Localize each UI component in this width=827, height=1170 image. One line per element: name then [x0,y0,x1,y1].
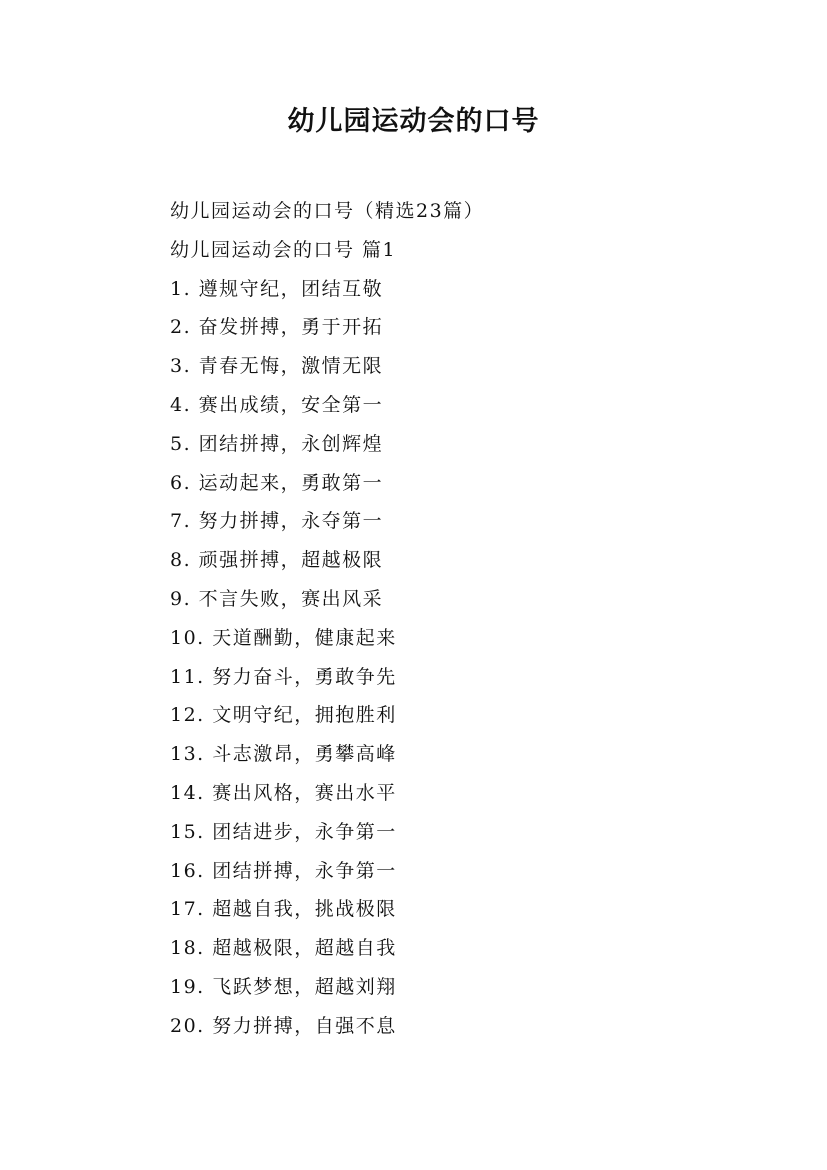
slogan-item: 8. 顽强拼搏，超越极限 [170,549,384,572]
slogan-item: 17. 超越自我，挑战极限 [170,898,397,921]
slogan-item: 13. 斗志激昂，勇攀高峰 [170,743,397,766]
slogan-item: 4. 赛出成绩，安全第一 [170,393,384,416]
slogan-item: 19. 飞跃梦想，超越刘翔 [170,975,397,998]
slogan-item: 9. 不言失败，赛出风采 [170,587,384,610]
slogan-item: 16. 团结拼搏，永争第一 [170,859,397,882]
slogan-item: 20. 努力拼搏，自强不息 [170,1014,397,1037]
slogan-item: 6. 运动起来，勇敢第一 [170,471,384,494]
slogan-item: 7. 努力拼搏，永夺第一 [170,510,384,533]
slogan-item: 1. 遵规守纪，团结互敬 [170,277,384,300]
slogan-item: 10. 天道酬勤，健康起来 [170,626,397,649]
slogan-item: 3. 青春无悔，激情无限 [170,355,384,378]
slogan-item: 2. 奋发拼搏，勇于开拓 [170,316,384,339]
slogan-item: 14. 赛出风格，赛出水平 [170,781,397,804]
slogan-item: 12. 文明守纪，拥抱胜利 [170,704,397,727]
slogan-item: 18. 超越极限，超越自我 [170,937,397,960]
slogan-item: 15. 团结进步，永争第一 [170,820,397,843]
section-heading: 幼儿园运动会的口号 篇1 [170,238,397,261]
slogan-item: 5. 团结拼搏，永创辉煌 [170,432,384,455]
intro-line: 幼儿园运动会的口号（精选23篇） [170,200,485,222]
document-body [170,192,770,1046]
slogan-item: 11. 努力奋斗，勇敢争先 [170,665,397,688]
document-title: 幼儿园运动会的口号 [287,106,540,137]
